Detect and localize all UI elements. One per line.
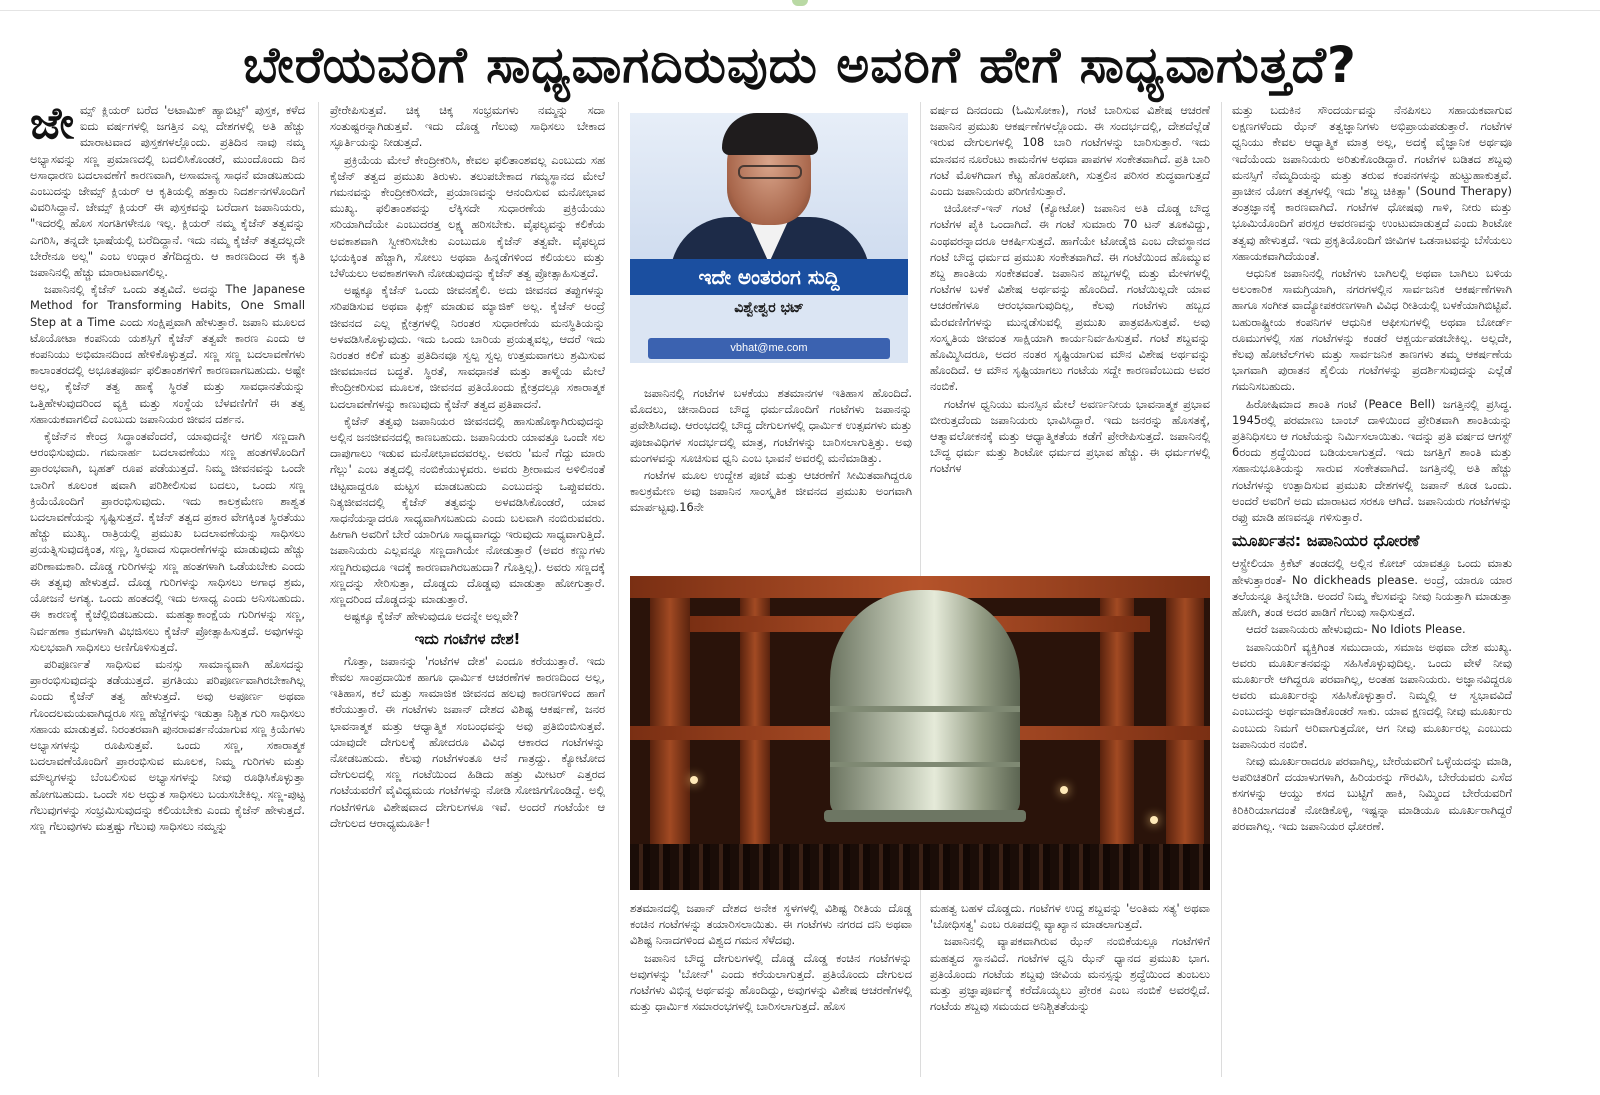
paragraph: ಶತಮಾನದಲ್ಲಿ ಜಪಾನ್ ದೇಶದ ಅನೇಕ ಸ್ಥಳಗಳಲ್ಲಿ ವಿಶಿಷ್ಟ ರೀತಿಯ ದೊಡ್ಡ ಕಂಚಿನ ಗಂಟೆಗಳನ್ನು ತಯಾರಿಸಲಾಯಿತು. ಈ ಗಂಟೆಗಳು ನಗರದ ದನಿ ಅಥವಾ ವಿಶಿಷ್ಟ ನಿನಾದಗಳಿಂದ ವಿಶ್ವದ ಗಮನ ಸೆಳೆದವು. — [630, 901, 912, 948]
paragraph: ಜಪಾನಿನಲ್ಲಿ ಗಂಟೆಗಳ ಬಳಕೆಯು ಶತಮಾನಗಳ ಇತಿಹಾಸ ಹೊಂದಿದೆ. ಮೊದಲು, ಚೀನಾದಿಂದ ಬೌದ್ಧ ಧರ್ಮದೊಂದಿಗೆ ಗಂಟೆಗಳು ಜಪಾನನ್ನು ಪ್ರವೇಶಿಸಿದವು. ಆರಂಭದಲ್ಲಿ ಬೌದ್ಧ ದೇಗುಲಗಳಲ್ಲಿ ಧಾರ್ಮಿಕ ಉತ್ಸವಗಳು ಮತ್ತು ಪೂಜಾವಿಧಿಗಳ ಸಂದರ್ಭದಲ್ಲಿ ಮಾತ್ರ, ಗಂಟೆಗಳನ್ನು ಬಾರಿಸಲಾಗುತ್ತಿತ್ತು. ಅವು ಮಂಗಳವನ್ನು ಸೂಚಿಸುವ ಧ್ವನಿ ಎಂಬ ಭಾವನೆ ಅವರಲ್ಲಿ ಮನೆಮಾಡಿತ್ತು. — [630, 386, 912, 465]
paragraph: ಜಪಾನಿಯರಿಗೆ ವ್ಯಕ್ತಿಗಿಂತ ಸಮುದಾಯ, ಸಮಾಜ ಅಥವಾ ದೇಶ ಮುಖ್ಯ. ಅವರು ಮೂರ್ಖತನವನ್ನು ಸಹಿಸಿಕೊಳ್ಳುವುದಿಲ್ಲ. ಒಂದು ವೇಳೆ ನೀವು ಮೂರ್ಖರೇ ಆಗಿದ್ದರೂ ಪರವಾಗಿಲ್ಲ, ಅಂತಹ ಜಪಾನಿಯರು. ಅಜ್ಞಾನವಿದ್ದರೂ ಅವರು ಮೂರ್ಖರನ್ನು ಸಹಿಸಿಕೊಳ್ಳುತ್ತಾರೆ. ನಿಮ್ಮಲ್ಲಿ ಆ ಸ್ವಭಾವವಿದೆ ಎಂಬುದನ್ನು ಅರ್ಥಮಾಡಿಕೊಂಡರೆ ಸಾಕು. ಯಾವ ಕ್ಷಣದಲ್ಲಿ ನೀವು ಮೂರ್ಖರು ಎಂಬುದು ನಿಮಗೆ ಅರಿವಾಗುತ್ತದೋ, ಆಗ ನೀವು ಮೂರ್ಖರಲ್ಲ ಎಂಬುದು ಜಪಾನಿಯರ ನಂಬಿಕೆ. — [1232, 639, 1512, 751]
paragraph: ಕೈಜೆನ್ ತತ್ವವು ಜಪಾನಿಯರ ಜೀವನದಲ್ಲಿ ಹಾಸುಹೊಕ್ಕಾಗಿರುವುದನ್ನು ಅಲ್ಲಿನ ಜನಜೀವನದಲ್ಲಿ ಕಾಣಬಹುದು. ಜಪಾನಿಯರು ಯಾವತ್ತೂ ಒಂದೇ ಸಲ ದಾಪುಗಾಲು ಇಡುವ ಮನೋಭಾವದವರಲ್ಲ. ಅವರು 'ಮನೆ ಗೆದ್ದು ಮಾರು ಗೆಲ್ಲು' ಎಂಬ ತತ್ವದಲ್ಲಿ ನಂಬಿಕೆಯುಳ್ಳವರು. ಅವರು ಶ್ರೀರಾಮನ ಅಳಿಲಿನಂತೆ ಚಿಟ್ಟವಾದ್ದರೂ ಮಟ್ಟಸ ಮಾಡಬಹುದು ಎಂಬುದನ್ನು ಒಪ್ಪುವವರು. ನಿತ್ಯಜೀವನದಲ್ಲಿ ಕೈಜೆನ್ ತತ್ವವನ್ನು ಅಳವಡಿಸಿಕೊಂಡರೆ, ಯಾವ ಸಾಧನೆಯನ್ನಾದರೂ ಸಾಧ್ಯವಾಗಿಸಬಹುದು ಎಂದು ಬಲವಾಗಿ ನಂಬಿರುವವರು. ಹೀಗಾಗಿ ಅವರಿಗೆ ಬೇರೆ ಯಾರಿಗೂ ಸಾಧ್ಯವಾಗದ್ದು ಇರುವುದು ಸಾಧ್ಯವಾಗುತ್ತಿದೆ. ಜಪಾನಿಯರು ಎಲ್ಲವನ್ನೂ ಸಣ್ಣದಾಗಿಯೇ ನೋಡುತ್ತಾರೆ (ಅವರ ಕಣ್ಣುಗಳು ಸಣ್ಣಗಿರುವುದೂ ಇದಕ್ಕೆ ಕಾರಣವಾಗಿರಬಹುದಾ? ಗೊತ್ತಿಲ್ಲ). ಅವರು ಸಣ್ಣದಕ್ಕೆ ಸಣ್ಣದನ್ನು ಸೇರಿಸುತ್ತಾ, ದೊಡ್ಡದು ದೊಡ್ಡವು ಮಾಡುತ್ತಾ ಹೋಗುತ್ತಾರೆ. ಸಣ್ಣದರಿಂದ ದೊಡ್ಡದನ್ನು ಮಾಡುತ್ತಾರೆ. — [330, 413, 605, 607]
paragraph: ಅಷ್ಟಕ್ಕೂ ಕೈಜೆನ್ ಹೇಳುವುದೂ ಅದನ್ನೇ ಅಲ್ಲವೇ? — [344, 609, 519, 624]
paragraph: ವರ್ಷದ ದಿನದಂದು (ಓಮಿಸೋಕಾ), ಗಂಟೆ ಬಾರಿಸುವ ವಿಶೇಷ ಆಚರಣೆ ಜಪಾನಿನ ಪ್ರಮುಖ ಆಕರ್ಷಣೆಗಳಲ್ಲೊಂದು. ಈ ಸಂದರ್ಭದಲ್ಲಿ, ದೇಶದೆಲ್ಲೆಡೆ ಇರುವ ದೇಗುಲಗಳಲ್ಲಿ 108 ಬಾರಿ ಗಂಟೆಗಳನ್ನು ಬಾರಿಸುತ್ತಾರೆ. ಇದು ಮಾನವನ ನೂರೆಂಟು ಕಾಮನೆಗಳ ಅಥವಾ ಪಾಪಗಳ ಸಂಕೇತವಾಗಿದೆ. ಪ್ರತಿ ಬಾರಿ ಗಂಟೆ ಮೊಳಗಿದಾಗ ಕೆಟ್ಟ ಹೊರಹೋಗಿ, ಸುತ್ತಲಿನ ಪರಿಸರ ಶುದ್ಧವಾಗುತ್ತದೆ ಎಂದು ಜಪಾನಿಯರು ಪರಿಗಣಿಸುತ್ತಾರೆ. — [930, 103, 1210, 199]
bell-band — [830, 706, 1020, 712]
paragraph: ಗಂಟೆಗಳ ಮೂಲ ಉದ್ದೇಶ ಪೂಜೆ ಮತ್ತು ಆಚರಣೆಗೆ ಸೀಮಿತವಾಗಿದ್ದರೂ ಕಾಲಕ್ರಮೇಣ ಅವು ಜಪಾನಿನ ಸಾಂಸ್ಕೃತಿಕ ಜೀವನದ ಪ್ರಮುಖ ಅಂಗವಾಗಿ ಮಾರ್ಪಟ್ಟವು.16ನೇ — [630, 468, 912, 515]
author-photo-glasses — [738, 165, 802, 179]
column-name-banner: ಇದೇ ಅಂತರಂಗ ಸುದ್ದಿ — [630, 259, 908, 295]
author-name: ವಿಶ್ವೇಶ್ವರ ಭಟ್ — [734, 300, 804, 316]
paragraph: ಪರಿಪೂರ್ಣತೆ ಸಾಧಿಸುವ ಮನಸ್ಸು ಸಾಮಾನ್ಯವಾಗಿ ಹೊಸದನ್ನು ಪ್ರಾರಂಭಿಸುವುದನ್ನು ತಡೆಯುತ್ತದೆ. ಪ್ರಗತಿಯು ಪರಿಪೂರ್ಣವಾಗಿರಬೇಕಾಗಿಲ್ಲ ಎಂದು ಕೈಜೆನ್ ತತ್ವ ಹೇಳುತ್ತದೆ. ಅವು ಅಪೂರ್ಣ ಅಥವಾ ಗೊಂದಲಮಯವಾಗಿದ್ದರೂ ಸಣ್ಣ ಹೆಜ್ಜೆಗಳನ್ನು ಇಡುತ್ತಾ ನಿಶ್ಚಿತ ಗುರಿ ಸಾಧಿಸಲು ಸಹಾಯ ಮಾಡುತ್ತವೆ. ನಿರಂತರವಾಗಿ ಪುನರಾವರ್ತನೆಯಾಗುವ ಸಣ್ಣ ಕ್ರಿಯೆಗಳು ಅಭ್ಯಾಸಗಳನ್ನು ರೂಪಿಸುತ್ತವೆ. ಒಂದು ಸಣ್ಣ, ಸಕಾರಾತ್ಮಕ ಬದಲಾವಣೆಯೊಂದಿಗೆ ಪ್ರಾರಂಭಿಸುವ ಮೂಲಕ, ನಿಮ್ಮ ಗುರಿಗಳು ಮತ್ತು ಮೌಲ್ಯಗಳನ್ನು ಬೆಂಬಲಿಸುವ ಅಭ್ಯಾಸಗಳನ್ನು ನೀವು ರೂಢಿಸಿಕೊಳ್ಳುತ್ತಾ ಹೋಗಬಹುದು. ಒಂದೇ ಸಲ ಅದ್ಭುತ ಸಾಧಿಸಲು ಬಯಸಬೇಕಿಲ್ಲ. ಸಣ್ಣ-ಪುಟ್ಟ ಗೆಲುವುಗಳನ್ನು ಸಂಭ್ರಮಿಸುವುದನ್ನು ಕಲಿಯಬೇಕು ಎಂದು ಕೈಜೆನ್ ಹೇಳುತ್ತದೆ. ಸಣ್ಣ ಗೆಲುವುಗಳು ಮತ್ತಷ್ಟು ಗೆಲುವು ಸಾಧಿಸಲು ನಮ್ಮನ್ನು — [30, 656, 305, 833]
paragraph: ಗಂಟೆಗಳ ಧ್ವನಿಯು ಮನಸ್ಸಿನ ಮೇಲೆ ಅವರ್ಣನೀಯ ಭಾವನಾತ್ಮಕ ಪ್ರಭಾವ ಬೀರುತ್ತದೆಂದು ಜಪಾನಿಯರು ಭಾವಿಸಿದ್ದಾರೆ. ಇದು ಜನರನ್ನು ಹೊಸತಕ್ಕೆ, ಆತ್ಮಾವಲೋಕನಕ್ಕೆ ಮತ್ತು ಆಧ್ಯಾತ್ಮಿಕತೆಯ ಕಡೆಗೆ ಪ್ರೇರೇಪಿಸುತ್ತದೆ. ಜಪಾನಿನಲ್ಲಿ ಬೌದ್ಧ ಧರ್ಮ ಮತ್ತು ಶಿಂಟೋ ಧರ್ಮದ ಪ್ರಭಾವ ಹೆಚ್ಚು. ಈ ಧರ್ಮಗಳಲ್ಲಿ ಗಂಟೆಗಳ — [930, 396, 1210, 476]
column-divider — [318, 102, 319, 1077]
paragraph: ಆಸ್ಟ್ರೇಲಿಯಾ ಕ್ರಿಕೆಟ್ ತಂಡದಲ್ಲಿ ಅಲ್ಲಿನ ಕೋಚ್ ಯಾವತ್ತೂ ಒಂದು ಮಾತು ಹೇಳುತ್ತಾರಂತೆ- No dickheads please. ಅಂದ್ರೆ, ಯಾರೂ ಯಾರ ತಲೆಯನ್ನೂ ತಿನ್ನಬೇಡಿ. ಅಂದರೆ ನಿಮ್ಮ ಕೆಲಸವನ್ನು ನೀವು ನಿಯತ್ತಾಗಿ ಮಾಡುತ್ತಾ ಹೋಗಿ, ತಂಡ ಅದರ ಪಾಡಿಗೆ ಗೆಲುವು ಸಾಧಿಸುತ್ತದೆ. — [1232, 556, 1512, 620]
bell-band — [830, 762, 1020, 767]
paragraph: ಗೊತ್ತಾ, ಜಪಾನನ್ನು 'ಗಂಟೆಗಳ ದೇಶ' ಎಂದೂ ಕರೆಯುತ್ತಾರೆ. ಇದು ಕೇವಲ ಸಾಂಪ್ರದಾಯಿಕ ಹಾಗೂ ಧಾರ್ಮಿಕ ಆಚರಣೆಗಳ ಕಾರಣದಿಂದ ಅಲ್ಲ, ಇತಿಹಾಸ, ಕಲೆ ಮತ್ತು ಸಾಮಾಜಿಕ ಜೀವನದ ಹಲವು ಕಾರಣಗಳಿಂದ ಹಾಗೆ ಕರೆಯುತ್ತಾರೆ. ಈ ಗಂಟೆಗಳು ಜಪಾನ್ ದೇಶದ ವಿಶಿಷ್ಟ ಆಕರ್ಷಣೆ, ಜನರ ಭಾವನಾತ್ಮಕ ಮತ್ತು ಆಧ್ಯಾತ್ಮಿಕ ಸಂಬಂಧವನ್ನು ಅವು ಪ್ರತಿಬಿಂಬಿಸುತ್ತವೆ. ಯಾವುದೇ ದೇಗುಲಕ್ಕೆ ಹೋದರೂ ವಿವಿಧ ಆಕಾರದ ಗಂಟೆಗಳನ್ನು ನೋಡಬಹುದು. ಕೆಲವು ಗಂಟೆಗಳಂತೂ ಆನೆ ಗಾತ್ರದ್ದು. ಕ್ಯೋಟೋದ ದೇಗುಲದಲ್ಲಿ ಸಣ್ಣ ಗಂಟೆಯಿಂದ ಹಿಡಿದು ಹತ್ತು ಮೀಟರ್ ಎತ್ತರದ ಗಂಟೆಯವರೆಗೆ ವೈವಿಧ್ಯಮಯ ಗಂಟೆಗಳನ್ನು ನೋಡಿ ಸೋಜಿಗಗೊಂಡಿದ್ದೆ. ಅಲ್ಲಿ ಗಂಟೆಗಳಿಗೂ ವಿಶೇಷವಾದ ದೇಗುಲಗಳೂ ಇವೆ. ಅಂದರೆ ಗಂಟೆಯೇ ಆ ದೇಗುಲದ ಆರಾಧ್ಯಮೂರ್ತಿ! — [330, 653, 605, 830]
paragraph: ಕೈಜೆನ್‌ನ ಕೇಂದ್ರ ಸಿದ್ಧಾಂತವೆಂದರೆ, ಯಾವುದನ್ನೇ ಆಗಲಿ ಸಣ್ಣದಾಗಿ ಆರಂಭಿಸುವುದು. ಗಮನಾರ್ಹ ಬದಲಾವಣೆಯು ಸಣ್ಣ ಹಂತಗಳೊಂದಿಗೆ ಪ್ರಾರಂಭವಾಗಿ, ಬೃಹತ್ ರೂಪ ಪಡೆಯುತ್ತದೆ. ನಿಮ್ಮ ಜೀವನವನ್ನು ಒಂದೇ ಬಾರಿಗೆ ಕೂಲಂಕ ಷವಾಗಿ ಪರಿಶೀಲಿಸುವ ಬದಲು, ಒಂದು ಸಣ್ಣ ಕ್ರಿಯೆಯೊಂದಿಗೆ ಪ್ರಾರಂಭಿಸುವುದು. ಇದು ಕಾಲಕ್ರಮೇಣ ಶಾಶ್ವತ ಬದಲಾವಣೆಯನ್ನು ಸೃಷ್ಟಿಸುತ್ತದೆ. ಕೈಜೆನ್ ತತ್ವದ ಪ್ರಕಾರ ವೇಗಕ್ಕಿಂತ ಸ್ಥಿರತೆಯು ಹೆಚ್ಚು ಮುಖ್ಯ. ರಾತ್ರಿಯಲ್ಲಿ ಪ್ರಮುಖ ಬದಲಾವಣೆಯನ್ನು ಸಾಧಿಸಲು ಪ್ರಯತ್ನಿಸುವುದಕ್ಕಿಂತ, ಸಣ್ಣ, ಸ್ಥಿರವಾದ ಸುಧಾರಣೆಗಳನ್ನು ಮಾಡುವುದು ಹೆಚ್ಚು ಪರಿಣಾಮಕಾರಿ. ದೊಡ್ಡ ಗುರಿಗಳನ್ನು ಸಣ್ಣ ಹಂತಗಳಾಗಿ ಒಡೆಯಬೇಕು ಎಂದು ಈ ತತ್ವವು ಹೇಳುತ್ತದೆ. ದೊಡ್ಡ ಗುರಿಗಳನ್ನು ಸಾಧಿಸಲು ಅಗಾಧ ಶ್ರಮ, ಯೋಜನೆ ಅಗತ್ಯ. ಒಂದು ಹಂತದಲ್ಲಿ ಇದು ಅಸಾಧ್ಯ ಎಂದು ಅನಿಸಬಹುದು. ಈ ಕಾರಣಕ್ಕೆ ಕೈಚೆಲ್ಲಿಬಿಡಬಹುದು. ಮಹತ್ವಾಕಾಂಕ್ಷೆಯ ಗುರಿಗಳನ್ನು ಸಣ್ಣ, ನಿರ್ವಹಣಾ ಕ್ರಮಗಳಾಗಿ ವಿಭಜಿಸಲು ಕೈಜೆನ್ ಪ್ರೋತ್ಸಾಹಿಸುತ್ತದೆ. ಅವುಗಳನ್ನು ಸುಲಭವಾಗಿ ಸಾಧಿಸಲು ಅಣಿಗೊಳಿಸುತ್ತದೆ. — [30, 429, 305, 654]
paragraph — [30, 102, 305, 280]
lantern-light — [1150, 816, 1158, 824]
paragraph: ಜಪಾನಿನಲ್ಲಿ ಕೈಜೆನ್ ಒಂದು ತತ್ವವಿದೆ. ಅದನ್ನು The Japanese Method for Transforming Habits, One Small Step at a Time ಎಂದು ಸಂಕ್ಷಿಪ್ತವಾಗಿ ಹೇಳುತ್ತಾರೆ. ಜಪಾನಿ ಮೂಲದ ಟೊಯೋಟಾ ಕಂಪನಿಯ ಯಶಸ್ಸಿಗೆ ಕೈಜೆನ್ ತತ್ವವೇ ಕಾರಣ ಎಂದು ಆ ಕಂಪನಿಯು ಅಭಿಮಾನದಿಂದ ಹೇಳಿಕೊಳ್ಳುತ್ತದೆ. ಸಣ್ಣ ಸಣ್ಣ ಬದಲಾವಣೆಗಳು ಕಾಲಾಂತರದಲ್ಲಿ ಅಭೂತಪೂರ್ವ ಫಲಿತಾಂಶಗಳಿಗೆ ಕಾರಣವಾಗಬಹುದು. ಅಷ್ಟೇ ಅಲ್ಲ, ಕೈಜೆನ್ ತತ್ವ ಹಾಕ್ಕೆ ಸ್ಥಿರತೆ ಮತ್ತು ಸಾವಧಾನತೆಯನ್ನು ಒತ್ತಿಹೇಳುವುದರಿಂದ ವ್ಯಕ್ತಿ ಮತ್ತು ಸಂಸ್ಥೆಯ ಬೆಳವಣಿಗೆಗೆ ಈ ತತ್ವ ಸಹಾಯಕವಾಗಲಿದೆ ಎಂಬುದು ಜಪಾನಿಯರ ಜೀವನ ದರ್ಶನ. — [30, 282, 305, 426]
author-email[interactable]: vbhat@me.com — [648, 338, 890, 359]
column-divider — [1221, 102, 1222, 1077]
paragraph-text: ಮ್ಸ್ ಕ್ಲಿಯರ್ ಬರೆದ 'ಅಟಾಮಿಕ್ ಹ್ಯಾಬಿಟ್ಸ್' ಪುಸ್ತಕ, ಕಳೆದ ಐದು ವರ್ಷಗಳಲ್ಲಿ ಜಗತ್ತಿನ ಎಲ್ಲ ದೇಶಗಳಲ್ಲಿ ಅತಿ ಹೆಚ್ಚು ಮಾರಾಟವಾದ ಪುಸ್ತಕಗಳಲ್ಲೊಂದು. ಪ್ರತಿದಿನ ನಾವು ನಮ್ಮ ಅಭ್ಯಾಸವನ್ನು ಸಣ್ಣ ಪ್ರಮಾಣದಲ್ಲಿ ಬದಲಿಸಿಕೊಂಡರೆ, ಮುಂದೊಂದು ದಿನ ಅಸಾಧಾರಣ ಬದಲಾವಣೆಗೆ ಕಾರಣವಾಗಿ, ಅಸಾಮಾನ್ಯ ಸಾಧನೆ ಮಾಡಬಹುದು ಎಂಬುದನ್ನು ಜೇಮ್ಸ್ ಕ್ಲಿಯರ್ ಆ ಕೃತಿಯಲ್ಲಿ ಹತ್ತಾರು ನಿದರ್ಶನಗಳೊಂದಿಗೆ ವಿವರಿಸಿದ್ದಾನೆ. ಜೇಮ್ಸ್ ಕ್ಲಿಯರ್ ಈ ಪುಸ್ತಕವನ್ನು ಬರೆದಾಗ ಜಪಾನಿಯರು, "ಇದರಲ್ಲಿ ಹೊಸ ಸಂಗತಿಗಳೇನೂ ಇಲ್ಲ. ಕ್ಲಿಯರ್ ನಮ್ಮ ಕೈಜೆನ್ ತತ್ವವನ್ನು ಎಗರಿಸಿ, ತನ್ನದೇ ಭಾಷೆಯಲ್ಲಿ ಬರೆದಿದ್ದಾನೆ. ಇದು ನಮ್ಮ ಕೈಜೆನ್ ತತ್ವದಲ್ಲದೇ ಬೇರೇನೂ ಅಲ್ಲ" ಎಂಬ ಉದ್ಗಾರ ತೆಗೆದಿದ್ದರು. ಆ ಕಾರಣದಿಂದ ಈ ಕೃತಿ ಜಪಾನಿನಲ್ಲಿ ಹೆಚ್ಚು ಮಾರಾಟವಾಗಲಿಲ್ಲ. — [30, 103, 305, 280]
paragraph: ಅಷ್ಟಕ್ಕೂ ಕೈಜೆನ್ ಒಂದು ಜೀವನಶೈಲಿ. ಅದು ಜೀವನದ ತಪ್ಪುಗಳನ್ನು ಸರಿಪಡಿಸುವ ಅಥವಾ ಫಿಕ್ಸ್ ಮಾಡುವ ಮ್ಯಾಜಿಕ್ ಅಲ್ಲ. ಕೈಜೆನ್ ಅಂದ್ರೆ ಜೀವನದ ಎಲ್ಲ ಕ್ಷೇತ್ರಗಳಲ್ಲಿ ನಿರಂತರ ಸುಧಾರಣೆಯ ಮನಸ್ಥಿತಿಯನ್ನು ಅಳವಡಿಸಿಕೊಳ್ಳುವುದು. ಇದು ಒಂದು ಬಾರಿಯ ಪ್ರಯತ್ನವಲ್ಲ, ಆದರೆ ಇದು ನಿರಂತರ ಕಲಿಕೆ ಮತ್ತು ಪ್ರತಿದಿನವೂ ಸ್ವಲ್ಪ ಸ್ವಲ್ಪ ಉತ್ತಮವಾಗಲು ಶ್ರಮಿಸುವ ಜೀವಮಾನದ ಬದ್ಧತೆ. ಸ್ಥಿರತೆ, ಸಾವಧಾನತೆ ಮತ್ತು ತಾಳ್ಮೆಯ ಮೇಲೆ ಕೇಂದ್ರೀಕರಿಸುವ ಮೂಲಕ, ಜೀವನದ ಪ್ರತಿಯೊಂದು ಕ್ಷೇತ್ರದಲ್ಲೂ ಸಕಾರಾತ್ಮಕ ಬದಲಾವಣೆಗಳನ್ನು ಕಾಣುವುದು ಕೈಜೆನ್ ತತ್ವದ ಪ್ರತಿಪಾದನೆ. — [330, 283, 605, 411]
bell-lip — [824, 810, 1026, 822]
article-column-5 — [1232, 102, 1512, 1087]
lantern-light — [1060, 786, 1068, 794]
subheading-bells: ಇದು ಗಂಟೆಗಳ ದೇಶ! — [414, 629, 521, 648]
paragraph: ಆದರೆ ಜಪಾನಿಯರು ಹೇಳುವುದು- No Idiots Please. — [1246, 622, 1466, 637]
drop-cap: ಜೇ — [30, 102, 74, 149]
columnist-box — [630, 113, 908, 363]
paragraph: ಹಿರೋಷಿಮಾದ ಶಾಂತಿ ಗಂಟೆ (Peace Bell) ಜಗತ್ತಿನಲ್ಲಿ ಪ್ರಸಿದ್ಧ. 1945ರಲ್ಲಿ ಪರಮಾಣು ಬಾಂಬ್ ದಾಳಿಯಿಂದ ಪ್ರೇರಿತವಾಗಿ ಶಾಂತಿಯನ್ನು ಪ್ರತಿನಿಧಿಸಲು ಆ ಗಂಟೆಯನ್ನು ನಿರ್ಮಿಸಲಾಯಿತು. ಇದನ್ನು ಪ್ರತಿ ವರ್ಷದ ಆಗಸ್ಟ್ 6ರಂದು ಶ್ರದ್ಧೆಯಿಂದ ಬಡಿಯಲಾಗುತ್ತದೆ. ಇದು ಜಗತ್ತಿಗೆ ಶಾಂತಿ ಮತ್ತು ಸಹಾನುಭೂತಿಯನ್ನು ಸಾರುವ ಸಂಕೇತವಾಗಿದೆ. ಜಗತ್ತಿನಲ್ಲಿ ಅತಿ ಹೆಚ್ಚು ಗಂಟೆಗಳನ್ನು ಉತ್ಪಾದಿಸುವ ಪ್ರಮುಖ ದೇಶಗಳಲ್ಲಿ ಜಪಾನ್ ಕೂಡ ಒಂದು. ಅಂದರೆ ಅವರಿಗೆ ಅದು ಮಾರಾಟದ ಸರಕೂ ಆಗಿದೆ. ಜಪಾನಿಯರು ಗಂಟೆಗಳನ್ನು ರಫ್ತು ಮಾಡಿ ಹಣವನ್ನೂ ಗಳಿಸುತ್ತಾರೆ. — [1232, 396, 1512, 525]
photo-crowd — [630, 844, 1210, 890]
article-column-4-lower — [930, 900, 1210, 1090]
article-column-2 — [330, 102, 605, 1062]
article-headline: ಬೇರೆಯವರಿಗೆ ಸಾಧ್ಯವಾಗದಿರುವುದು ಅವರಿಗೆ ಹೇಗೆ ಸಾಧ್ಯವಾಗುತ್ತದೆ? — [243, 36, 1357, 94]
temple-bell-photo — [630, 576, 1210, 890]
column-divider — [618, 102, 619, 1077]
paragraph: ನೀವು ಮೂರ್ಖರಾದರೂ ಪರವಾಗಿಲ್ಲ, ಬೇರೆಯವರಿಗೆ ಒಳ್ಳೆಯದನ್ನು ಮಾಡಿ, ಅಪರಿಚಿತರಿಗೆ ದಯಾಳುಗಳಾಗಿ, ಹಿರಿಯರನ್ನು ಗೌರವಿಸಿ, ಬೇರೆಯವರು ಎಸೆದ ಕಸಗಳನ್ನು ಆಯ್ದು ಕಸದ ಬುಟ್ಟಿಗೆ ಹಾಕಿ, ನಿಮ್ಮಿಂದ ಬೇರೆಯವರಿಗೆ ಕಿರಿಕಿರಿಯಾಗದಂತೆ ನೋಡಿಕೊಳ್ಳಿ, ಇಷ್ಟನ್ನಾ ಮಾಡಿಯೂ ಮೂರ್ಖರಾಗಿದ್ದರೆ ಪರವಾಗಿಲ್ಲ. ಇದು ಜಪಾನಿಯರ ಧೋರಣೆ. — [1232, 753, 1512, 833]
subheading-policy: ಮೂರ್ಖತನ: ಜಪಾನಿಯರ ಧೋರಣೆ — [1232, 531, 1420, 551]
paragraph: ಮತ್ತು ಬದುಕಿನ ಸೌಂದರ್ಯವನ್ನು ನೆನಪಿಸಲು ಸಹಾಯಕವಾಗುವ ಲಕ್ಷಣಗಳೆಂದು ಝೆನ್ ತತ್ವಜ್ಞಾನಿಗಳು ಅಭಿಪ್ರಾಯಪಡುತ್ತಾರೆ. ಗಂಟೆಗಳ ಧ್ವನಿಯು ಕೇವಲ ಆಧ್ಯಾತ್ಮಿಕ ಮಾತ್ರ ಅಲ್ಲ, ಅದಕ್ಕೆ ವೈಜ್ಞಾನಿಕ ಅರ್ಥವೂ ಇದೆಯೆಂದು ಜಪಾನಿಯರು ಅರಿತುಕೊಂಡಿದ್ದಾರೆ. ಗಂಟೆಗಳ ಬಡಿತದ ಶಬ್ದವು ಮನಸ್ಸಿಗೆ ನೆಮ್ಮದಿಯನ್ನು ಮತ್ತು ತರುವ ಕಂಪನಗಳನ್ನು ಹುಟ್ಟುಹಾಕುತ್ತವೆ. ಪ್ರಾಚೀನ ಯೋಗ ತತ್ವಗಳಲ್ಲಿ ಇದು 'ಶಬ್ದ ಚಿಕಿತ್ಸಾ' (Sound Therapy) ತಂತ್ರಜ್ಞಾನಕ್ಕೆ ಕಾರಣವಾಗಿದೆ. ಗಂಟೆಗಳ ಧೋಷವು ಗಾಳಿ, ನೀರು ಮತ್ತು ಭೂಮಿಯೊಂದಿಗೆ ಪರಸ್ಪರ ಆವರಣವನ್ನು ಉಂಟುಮಾಡುತ್ತದೆ ಎಂದು ಶಿಂಟೋ ತತ್ವವು ಹೇಳುತ್ತದೆ. ಇದು ಪ್ರಕೃತಿಯೊಂದಿಗೆ ಜೀವಿಗಳ ಒಡನಾಟವನ್ನು ಬೆಸೆಯಲು ಸಹಾಯಕವಾಗಿದೆಯಂತೆ. — [1232, 103, 1512, 263]
paragraph: ಚಿಯೋನ್-ಇನ್ ಗಂಟೆ (ಕ್ಯೋಟೋ) ಜಪಾನಿನ ಅತಿ ದೊಡ್ಡ ಬೌದ್ಧ ಗಂಟೆಗಳ ಪೈಕಿ ಒಂದಾಗಿದೆ. ಈ ಗಂಟೆ ಸುಮಾರು 70 ಟನ್ ತೂಕವಿದ್ದು, ಎಂಥವರನ್ನಾದರೂ ಆಕರ್ಷಿಸುತ್ತದೆ. ಹಾಗೆಯೇ ಟೋಡೈಜಿ ಎಂಬ ದೇವಸ್ಥಾನದ ಗಂಟೆ ಬೌದ್ಧ ಧರ್ಮದ ಪ್ರಮುಖ ಸಂಕೇತವಾಗಿದೆ. ಈ ಗಂಟೆಯಿಂದ ಹೊಮ್ಮುವ ಶಬ್ದ ಶಾಂತಿಯ ಸಂಕೇತವಂತೆ. ಜಪಾನಿನ ಹಬ್ಬಗಳಲ್ಲಿ ಮತ್ತು ಮೇಳಗಳಲ್ಲಿ ಗಂಟೆಗಳ ಬಳಕೆ ವಿಶೇಷ ಅರ್ಥವನ್ನು ಹೊಂದಿದೆ. ಗಂಟೆಯಿಲ್ಲದೇ ಯಾವ ಆಚರಣೆಗಳೂ ಆರಂಭವಾಗುವುದಿಲ್ಲ, ಕೆಲವು ಗಂಟೆಗಳು ಹಬ್ಬದ ಮೆರವಣಿಗೆಗಳನ್ನು ಮುನ್ನಡೆಸುವಲ್ಲಿ ಪ್ರಮುಖ ಪಾತ್ರವಹಿಸುತ್ತವೆ. ಅವು ಸಂಸ್ಕೃತಿಯ ಜೀವಂತ ಸಾಕ್ಷಿಯಾಗಿ ಕಾರ್ಯನಿರ್ವಹಿಸುತ್ತವೆ. ಗಂಟೆ ಶಬ್ದವನ್ನು ಹೊಮ್ಮಿಸಿದರೂ, ಅದರ ನಂತರ ಸೃಷ್ಟಿಯಾಗುವ ಮೌನ ವಿಶೇಷ ಅರ್ಥವನ್ನು ಹೊಂದಿದೆ. ಆ ಮೌನ ಸೃಷ್ಟಿಯಾಗಲು ಗಂಟೆಯ ಸದ್ದೇ ಕಾರಣವೆಂಬುದು ಅವರ ನಂಬಿಕೆ. — [930, 201, 1210, 394]
paragraph: ಪ್ರಕ್ರಿಯೆಯ ಮೇಲೆ ಕೇಂದ್ರೀಕರಿಸಿ, ಕೇವಲ ಫಲಿತಾಂಶವಲ್ಲ ಎಂಬುದು ಸಹ ಕೈಜೆನ್ ತತ್ವದ ಪ್ರಮುಖ ತಿರುಳು. ತಲುಪಬೇಕಾದ ಗಮ್ಯಸ್ಥಾನದ ಮೇಲೆ ಗಮನವನ್ನು ಕೇಂದ್ರೀಕರಿಸದೇ, ಪ್ರಯಾಣವನ್ನು ಆನಂದಿಸುವ ಮನೋಭಾವ ಮುಖ್ಯ. ಫಲಿತಾಂಶವನ್ನು ಲೆಕ್ಕಿಸದೇ ಸುಧಾರಣೆಯ ಪ್ರಕ್ರಿಯೆಯು ಸರಿಯಾಗಿದೆಯೇ ಎಂಬುದರತ್ತ ಲಕ್ಷ್ಯ ಹರಿಸಬೇಕು. ವೈಫಲ್ಯವನ್ನು ಕಲಿಕೆಯ ಅವಕಾಶವಾಗಿ ಸ್ವೀಕರಿಸಬೇಕು ಎಂಬುದೂ ಕೈಜೆನ್ ತತ್ವವೇ. ವೈಫಲ್ಯದ ಭಯಕ್ಕಿಂತ ಹೆಚ್ಚಾಗಿ, ಸೋಲು ಅಥವಾ ಹಿನ್ನಡೆಗಳಿಂದ ಕಲಿಯಲು ಮತ್ತು ಬೆಳೆಯಲು ಅವಕಾಶಗಳಾಗಿ ನೋಡುವುದನ್ನು ಕೈಜೆನ್ ತತ್ವ ಪ್ರೋತ್ಸಾಹಿಸುತ್ತದೆ. — [330, 152, 605, 281]
paragraph: ಜಪಾನಿನ ಬೌದ್ಧ ದೇಗುಲಗಳಲ್ಲಿ ದೊಡ್ಡ ದೊಡ್ಡ ಕಂಚಿನ ಗಂಟೆಗಳನ್ನು ಅವುಗಳನ್ನು 'ಬೋನ್' ಎಂದು ಕರೆಯಲಾಗುತ್ತದೆ. ಪ್ರತಿಯೊಂದು ದೇಗುಲದ ಗಂಟೆಗಳು ವಿಭಿನ್ನ ಅರ್ಥವನ್ನು ಹೊಂದಿದ್ದು, ಅವುಗಳನ್ನು ವಿಶೇಷ ಆಚರಣೆಗಳಲ್ಲಿ ಮತ್ತು ಧಾರ್ಮಿಕ ಸಮಾರಂಭಗಳಲ್ಲಿ ಬಾರಿಸಲಾಗುತ್ತದೆ. ಹೊಸ — [630, 950, 912, 1014]
paragraph: ಆಧುನಿಕ ಜಪಾನಿನಲ್ಲಿ ಗಂಟೆಗಳು ಬಾಗಿಲಲ್ಲಿ ಅಥವಾ ಬಾಗಿಲು ಬಳಿಯ ಅಲಂಕಾರಿಕ ಸಾಮಗ್ರಿಯಾಗಿ, ನಗರಗಳಲ್ಲಿನ ಸಾರ್ವಜನಿಕ ಆಕರ್ಷಣೆಗಳಾಗಿ ಹಾಗೂ ಸಂಗೀತ ವಾದ್ಯೋಪಕರಣಗಳಾಗಿ ವಿವಿಧ ರೀತಿಯಲ್ಲಿ ಬಳಕೆಯಾಗಿಬಿಟ್ಟಿವೆ. ಬಹುರಾಷ್ಟ್ರೀಯ ಕಂಪನಿಗಳ ಆಧುನಿಕ ಆಫೀಸುಗಳಲ್ಲಿ ಅಥವಾ ಬೋರ್ಡ್ ರೂಮುಗಳಲ್ಲಿ ಸಹ ಗಂಟೆಗಳನ್ನು ಕಂಡರೆ ಆಶ್ಚರ್ಯಪಡಬೇಕಿಲ್ಲ. ಅಲ್ಲದೇ, ಕೆಲವು ಹೋಟೆಲ್‌ಗಳು ಮತ್ತು ಸಾರ್ವಜನಿಕ ತಾಣಗಳು ತಮ್ಮ ಆಕರ್ಷಣೆಯ ಭಾಗವಾಗಿ ಪುರಾತನ ಶೈಲಿಯ ಗಂಟೆಗಳನ್ನು ಪ್ರದರ್ಶಿಸುವುದನ್ನು ಎಲ್ಲೆಡೆ ಗಮನಿಸಬಹುದು. — [1232, 266, 1512, 394]
paragraph: ಜಪಾನಿನಲ್ಲಿ ವ್ಯಾಪಕವಾಗಿರುವ ಝೆನ್ ನಂಬಿಕೆಯಲ್ಲೂ ಗಂಟೆಗಳಿಗೆ ಮಹತ್ವದ ಸ್ಥಾನವಿದೆ. ಗಂಟೆಗಳ ಧ್ವನಿ ಝೆನ್ ಧ್ಯಾನದ ಪ್ರಮುಖ ಭಾಗ. ಪ್ರತಿಯೊಂದು ಗಂಟೆಯ ಶಬ್ದವು ಜೀವಿಯ ಮನಸ್ಸನ್ನು ಶ್ರದ್ಧೆಯಿಂದ ತುಂಬಲು ಮತ್ತು ಪ್ರಜ್ಞಾಪೂರ್ವಕ್ಕೆ ಕರೆದೊಯ್ಯಲು ಪ್ರೇರಕ ಎಂಬ ನಂಬಿಕೆ ಅವರಲ್ಲಿದೆ. ಗಂಟೆಯ ಶಬ್ದವು ಸಮಯದ ಅನಿಶ್ಚಿತತೆಯನ್ನು — [930, 934, 1210, 1014]
lantern-light — [690, 776, 698, 784]
author-photo-hair — [722, 113, 818, 155]
article-column-1 — [30, 102, 305, 1082]
bronze-bell — [830, 590, 1020, 816]
paragraph: ಪ್ರೇರೇಪಿಸುತ್ತವೆ. ಚಿಕ್ಕ ಚಿಕ್ಕ ಸಂಭ್ರಮಗಳು ನಮ್ಮನ್ನು ಸದಾ ಸಂತುಷ್ಟರನ್ನಾಗಿಡುತ್ತವೆ. ಇದು ದೊಡ್ಡ ಗೆಲುವು ಸಾಧಿಸಲು ಬೇಕಾದ ಸ್ಫೂರ್ತಿಯನ್ನು ನೀಡುತ್ತದೆ. — [330, 103, 605, 150]
paragraph: ಮಹತ್ವ ಬಹಳ ದೊಡ್ಡದು. ಗಂಟೆಗಳ ಉದ್ದ ಶಬ್ದವನ್ನು 'ಅಂತಿಮ ಸತ್ಯ' ಅಥವಾ 'ಬೋಧಿಸತ್ವ' ಎಂಬ ರೂಪದಲ್ಲಿ ವ್ಯಾಖ್ಯಾನ ಮಾಡಲಾಗುತ್ತದೆ. — [930, 901, 1210, 932]
article-column-3-upper — [630, 385, 912, 575]
article-column-3-lower — [630, 900, 912, 1090]
article-column-4-upper — [930, 102, 1210, 572]
